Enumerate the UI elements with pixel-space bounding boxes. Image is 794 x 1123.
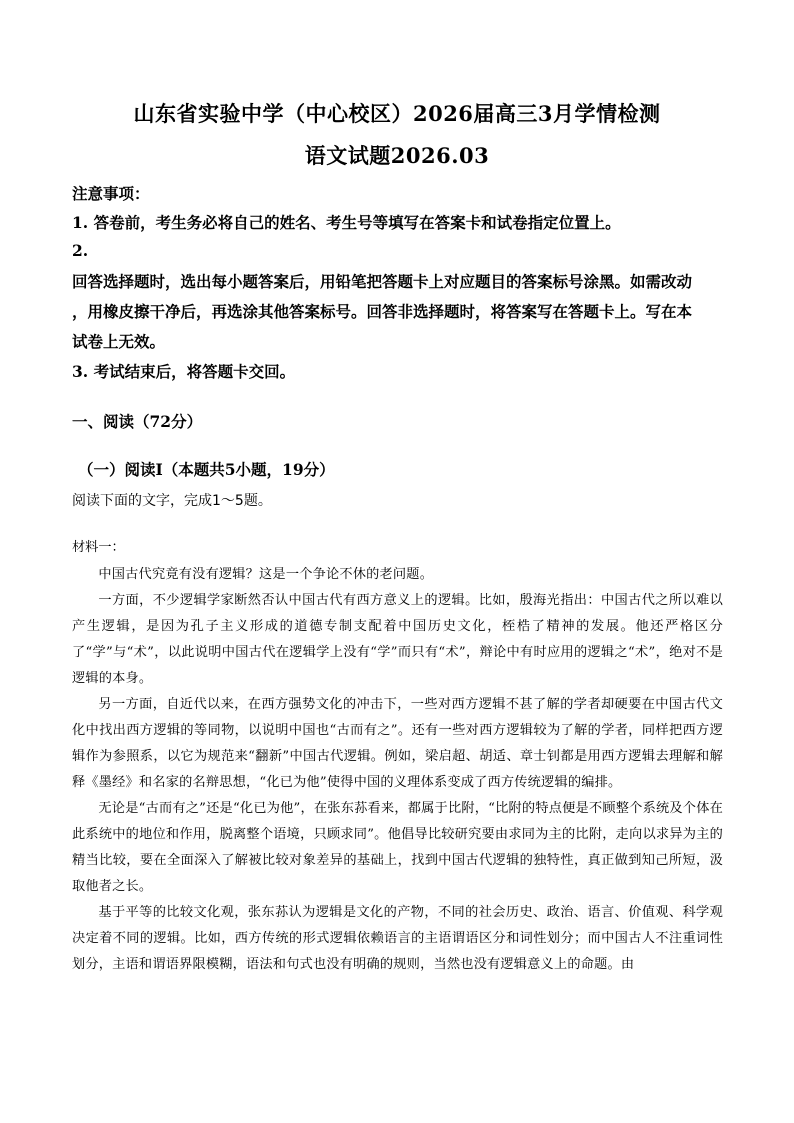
document-title: 山东省实验中学（中心校区）2026届高三3月学情检测 <box>133 101 661 126</box>
passage-paragraph: 另一方面，自近代以来，在西方强势文化的冲击下，一些对西方逻辑不甚了解的学者却硬要在中国古代文化中找出西方逻辑的等同物，以说明中国也“古而有之”。还有一些对西方逻辑较为了解的学者，同样把西方逻辑作为参照系，以它为规范来“翻新”中国古代逻辑。例如，梁启超、胡适、章士钊都是用西方逻辑去理解和解释《墨经》和名家的名辩思想，“化已为他”使得中国的义理体系变成了西方传统逻辑的编排。 <box>72 697 723 790</box>
notice-item-3: 3. 考试结束后，将答题卡交回。 <box>72 362 296 381</box>
notice-item-2-line-2: ，用橡皮擦干净后，再选涂其他答案标号。回答非选择题时，将答案写在答题卡上。写在本 <box>72 302 693 321</box>
notice-item-2-line-3: 试卷上无效。 <box>72 332 166 351</box>
passage-paragraph: 中国古代究竟有没有逻辑？这是一个争论不休的老问题。 <box>98 567 434 582</box>
passage-body <box>72 562 723 978</box>
notice-item-2-number: 2. <box>72 241 89 260</box>
passage-paragraph: 基于平等的比较文化观，张东荪认为逻辑是文化的产物，不同的社会历史、政治、语言、价值观、科学观决定着不同的逻辑。比如，西方传统的形式逻辑依赖语言的主语谓语区分和词性划分；而中国古人不注重词性划分，主语和谓语界限模糊，语法和句式也没有明确的规则，当然也没有逻辑意义上的命题。由 <box>72 905 723 972</box>
notice-heading: 注意事项： <box>72 184 150 203</box>
passage-paragraph: 无论是“古而有之”还是“化已为他”，在张东荪看来，都属于比附，“比附的特点便是不顾整个系统及个体在此系统中的地位和作用，脱离整个语境，只顾求同”。他倡导比较研究要由求同为主的比附，走向以求异为主的精当比较，要在全面深入了解被比较对象差异的基础上，找到中国古代逻辑的独特性，真正做到知己所短，汲取他者之长。 <box>72 801 723 894</box>
sub-section-heading: （一）阅读Ⅰ（本题共5小题，19分） <box>78 460 335 479</box>
passage-paragraph: 一方面，不少逻辑学家断然否认中国古代有西方意义上的逻辑。比如，殷海光指出：中国古代之所以难以产生逻辑，是因为孔子主义形成的道德专制支配着中国历史文化，桎梏了精神的发展。他还严格区分了“学”与“术”，以此说明中国古代在逻辑学上没有“学”而只有“术”，辩论中有时应用的逻辑之“术”，绝对不是逻辑的本身。 <box>72 593 723 686</box>
section-heading: 一、阅读（72分） <box>72 412 203 431</box>
document-subtitle: 语文试题2026.03 <box>304 143 490 168</box>
notice-item-1: 1. 答卷前，考生务必将自己的姓名、考生号等填写在答案卡和试卷指定位置上。 <box>72 213 621 232</box>
notice-item-2-line-1: 回答选择题时，选出每小题答案后，用铅笔把答题卡上对应题目的答案标号涂黑。如需改动 <box>72 272 693 291</box>
material-label: 材料一： <box>72 540 125 555</box>
reading-instruction: 阅读下面的文字，完成1～5题。 <box>72 493 272 509</box>
